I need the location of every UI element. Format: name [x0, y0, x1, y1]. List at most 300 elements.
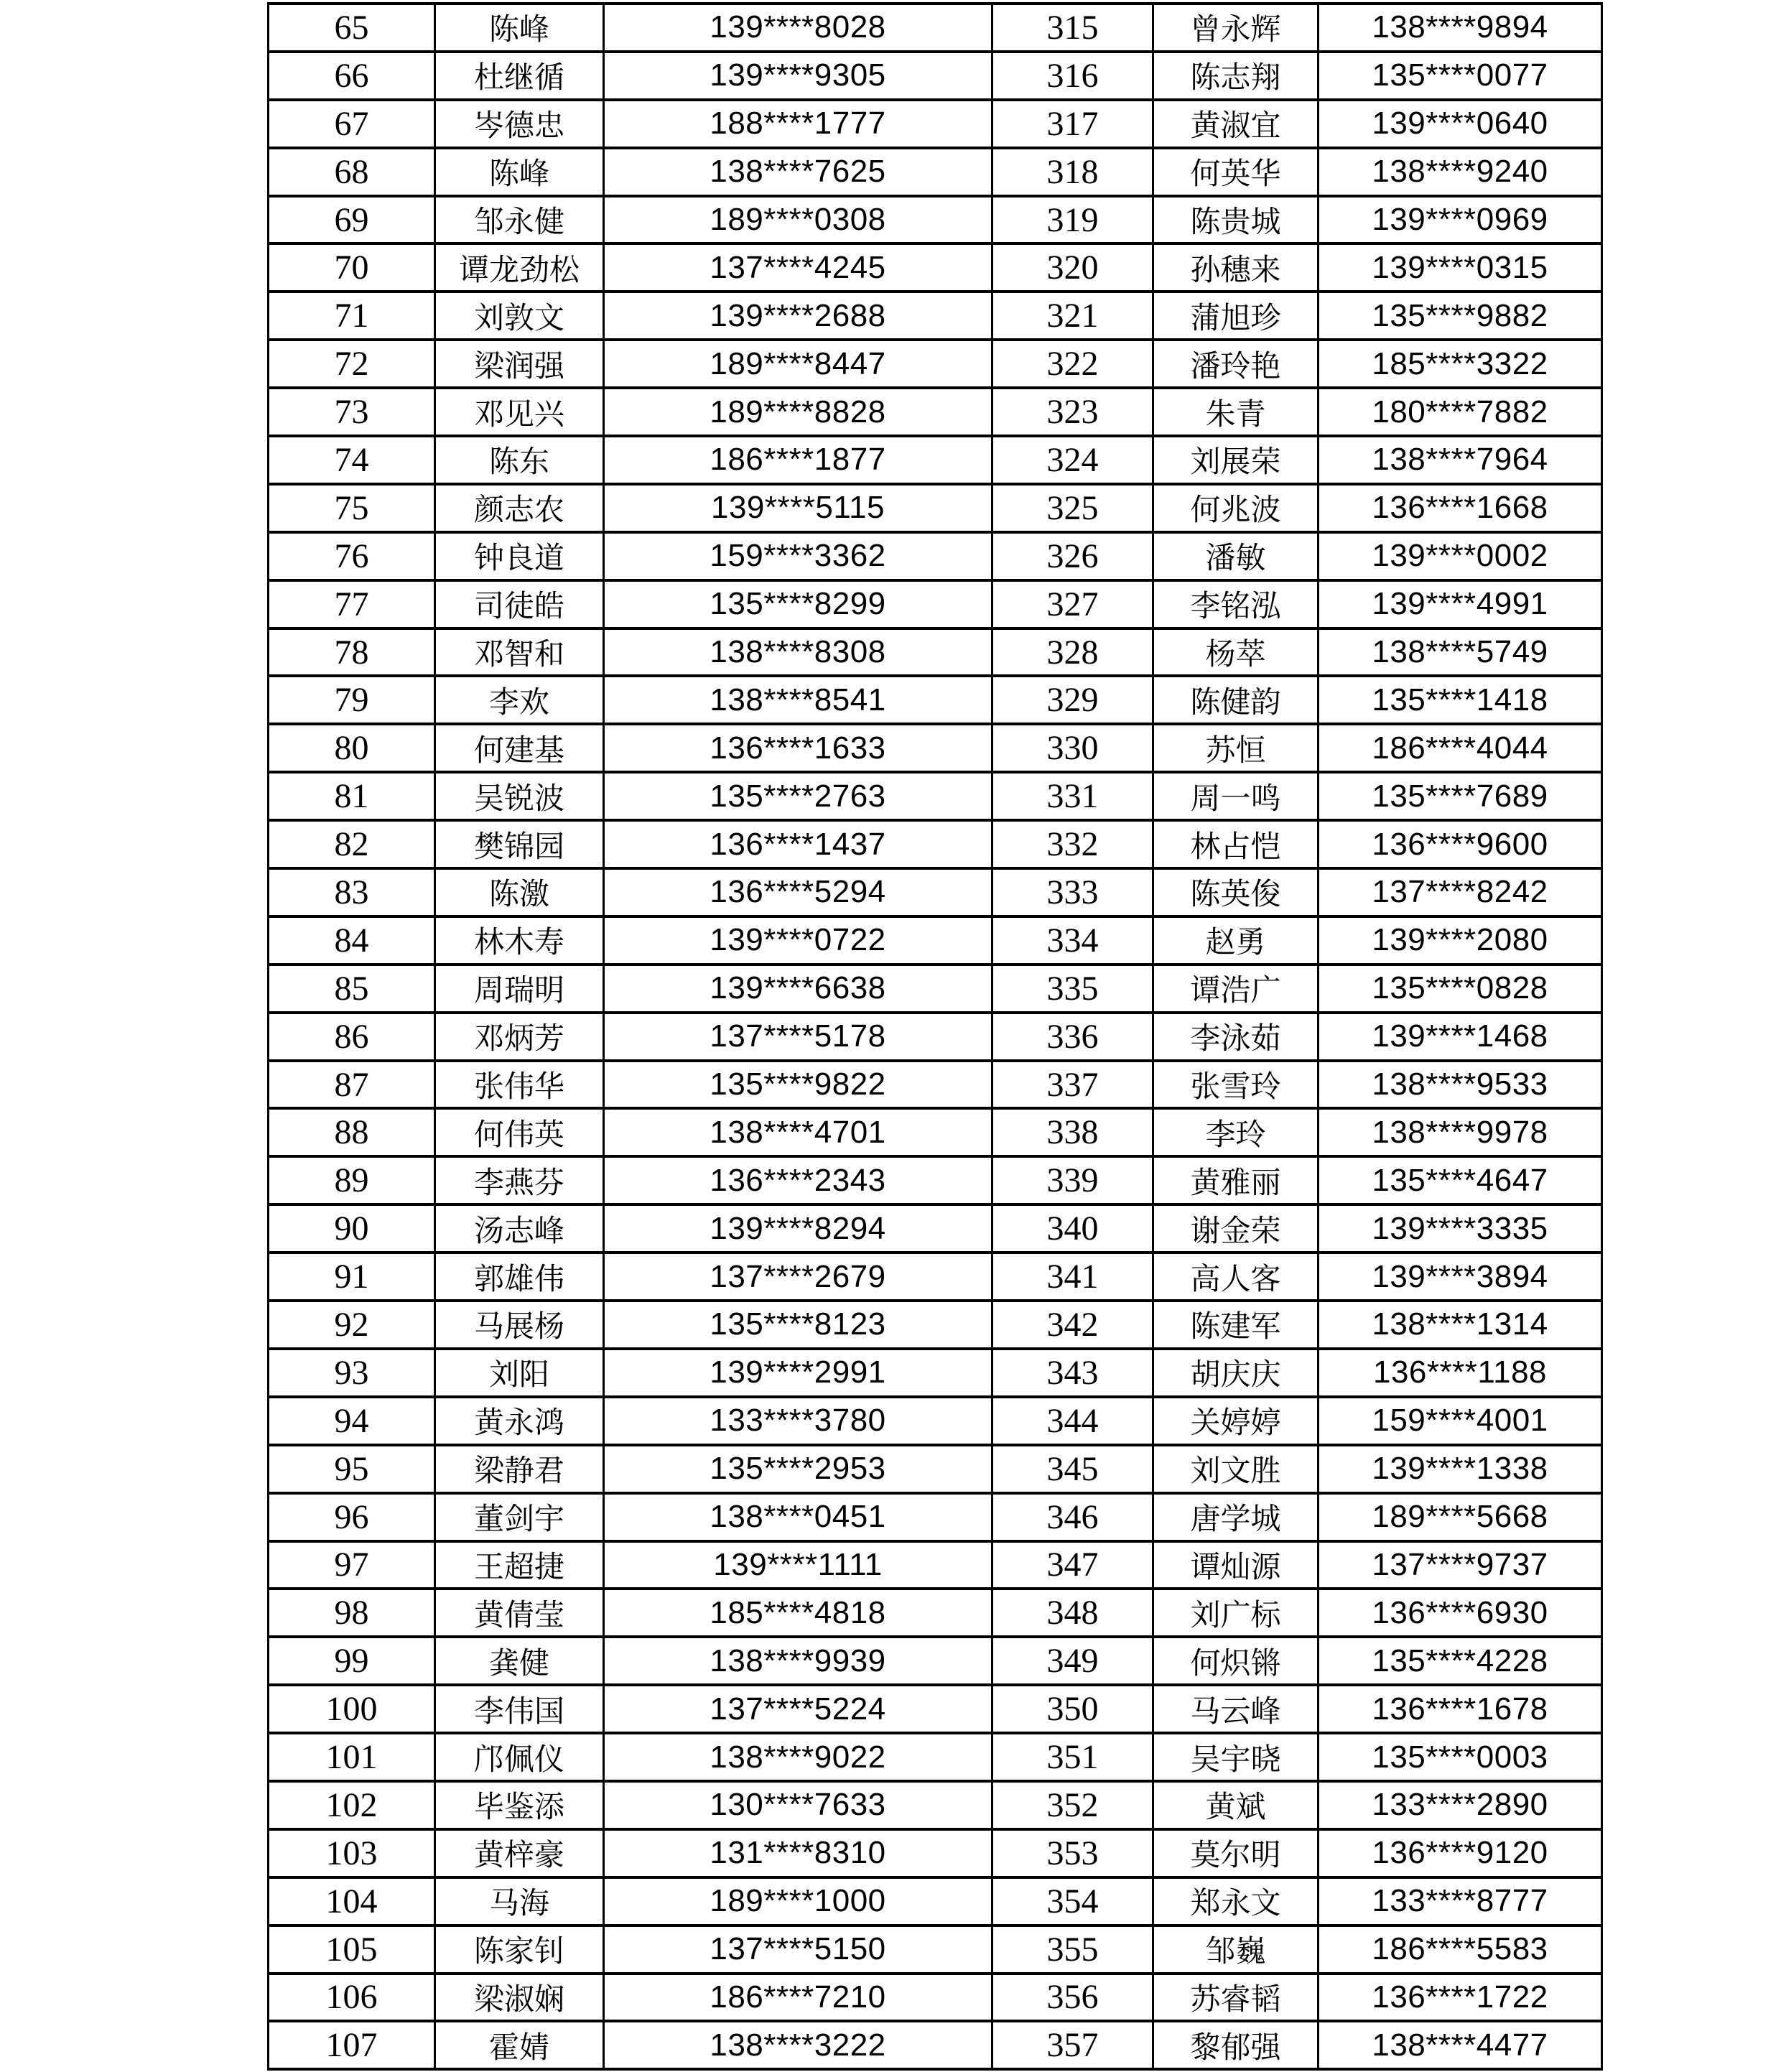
row-number-cell: 330	[992, 724, 1153, 772]
phone-cell: 189****8828	[604, 388, 992, 436]
phone-cell: 139****1338	[1319, 1445, 1602, 1493]
phone-cell: 136****1678	[1319, 1685, 1602, 1733]
name-cell: 邹永健	[435, 196, 604, 244]
row-number-cell: 89	[269, 1156, 435, 1204]
table-row	[269, 1733, 1602, 1781]
name-cell: 潘敏	[1153, 532, 1319, 580]
phone-cell: 135****0828	[1319, 965, 1602, 1013]
name-cell: 高人客	[1153, 1253, 1319, 1301]
row-number-cell: 78	[269, 628, 435, 677]
row-number-cell: 317	[992, 100, 1153, 148]
name-cell: 杜继循	[435, 52, 604, 100]
row-number-cell: 102	[269, 1781, 435, 1829]
row-number-cell: 333	[992, 868, 1153, 916]
row-number-cell: 81	[269, 772, 435, 820]
table-row	[269, 1781, 1602, 1829]
row-number-cell: 106	[269, 1974, 435, 2022]
row-number-cell: 97	[269, 1541, 435, 1589]
table-row	[269, 1013, 1602, 1061]
table-row	[269, 772, 1602, 820]
phone-cell: 138****5749	[1319, 628, 1602, 677]
row-number-cell: 69	[269, 196, 435, 244]
name-cell: 吴锐波	[435, 772, 604, 820]
row-number-cell: 325	[992, 484, 1153, 532]
name-cell: 谭龙劲松	[435, 243, 604, 292]
table-row	[269, 4, 1602, 52]
row-number-cell: 337	[992, 1061, 1153, 1109]
name-cell: 刘展荣	[1153, 436, 1319, 484]
table-row	[269, 484, 1602, 532]
phone-cell: 139****3335	[1319, 1204, 1602, 1253]
row-number-cell: 353	[992, 1829, 1153, 1877]
name-cell: 蒲旭珍	[1153, 292, 1319, 340]
phone-cell: 137****9737	[1319, 1541, 1602, 1589]
phone-cell: 136****9120	[1319, 1829, 1602, 1877]
row-number-cell: 71	[269, 292, 435, 340]
table-row	[269, 1204, 1602, 1253]
phone-cell: 136****2343	[604, 1156, 992, 1204]
phone-cell: 136****6930	[1319, 1589, 1602, 1637]
table-row	[269, 1156, 1602, 1204]
row-number-cell: 103	[269, 1829, 435, 1877]
row-number-cell: 346	[992, 1493, 1153, 1541]
phone-cell: 139****0969	[1319, 196, 1602, 244]
phone-cell: 186****5583	[1319, 1925, 1602, 1974]
table-row	[269, 1301, 1602, 1349]
row-number-cell: 328	[992, 628, 1153, 677]
table-row	[269, 628, 1602, 677]
table-row	[269, 1637, 1602, 1685]
row-number-cell: 100	[269, 1685, 435, 1733]
row-number-cell: 340	[992, 1204, 1153, 1253]
phone-cell: 136****1437	[604, 820, 992, 868]
name-cell: 龚健	[435, 1637, 604, 1685]
name-cell: 李伟国	[435, 1685, 604, 1733]
name-cell: 周一鸣	[1153, 772, 1319, 820]
name-cell: 陈英俊	[1153, 868, 1319, 916]
row-number-cell: 356	[992, 1974, 1153, 2022]
table-row	[269, 292, 1602, 340]
phone-cell: 138****9939	[604, 1637, 992, 1685]
roster-body	[269, 4, 1602, 2069]
row-number-cell: 334	[992, 916, 1153, 965]
name-cell: 胡庆庆	[1153, 1349, 1319, 1397]
name-cell: 陈建军	[1153, 1301, 1319, 1349]
row-number-cell: 335	[992, 965, 1153, 1013]
table-row	[269, 1349, 1602, 1397]
row-number-cell: 83	[269, 868, 435, 916]
name-cell: 莫尔明	[1153, 1829, 1319, 1877]
row-number-cell: 351	[992, 1733, 1153, 1781]
name-cell: 邓智和	[435, 628, 604, 677]
row-number-cell: 82	[269, 820, 435, 868]
name-cell: 何英华	[1153, 148, 1319, 196]
phone-cell: 180****7882	[1319, 388, 1602, 436]
name-cell: 陈峰	[435, 148, 604, 196]
phone-cell: 135****2953	[604, 1445, 992, 1493]
row-number-cell: 101	[269, 1733, 435, 1781]
name-cell: 黄雅丽	[1153, 1156, 1319, 1204]
table-row	[269, 676, 1602, 724]
row-number-cell: 350	[992, 1685, 1153, 1733]
row-number-cell: 342	[992, 1301, 1153, 1349]
row-number-cell: 343	[992, 1349, 1153, 1397]
phone-cell: 137****8242	[1319, 868, 1602, 916]
phone-cell: 138****9894	[1319, 4, 1602, 52]
phone-cell: 159****4001	[1319, 1397, 1602, 1445]
row-number-cell: 99	[269, 1637, 435, 1685]
table-row	[269, 148, 1602, 196]
row-number-cell: 73	[269, 388, 435, 436]
name-cell: 马展杨	[435, 1301, 604, 1349]
name-cell: 钟良道	[435, 532, 604, 580]
table-row	[269, 1061, 1602, 1109]
phone-cell: 136****9600	[1319, 820, 1602, 868]
phone-cell: 137****2679	[604, 1253, 992, 1301]
name-cell: 朱青	[1153, 388, 1319, 436]
row-number-cell: 354	[992, 1877, 1153, 1925]
phone-cell: 189****1000	[604, 1877, 992, 1925]
phone-cell: 136****1188	[1319, 1349, 1602, 1397]
phone-cell: 139****2688	[604, 292, 992, 340]
phone-cell: 133****8777	[1319, 1877, 1602, 1925]
row-number-cell: 84	[269, 916, 435, 965]
table-row	[269, 100, 1602, 148]
name-cell: 潘玲艳	[1153, 340, 1319, 388]
name-cell: 黎郁强	[1153, 2021, 1319, 2069]
phone-cell: 137****4245	[604, 243, 992, 292]
name-cell: 李玲	[1153, 1108, 1319, 1156]
name-cell: 毕鉴添	[435, 1781, 604, 1829]
name-cell: 谢金荣	[1153, 1204, 1319, 1253]
row-number-cell: 338	[992, 1108, 1153, 1156]
name-cell: 林木寿	[435, 916, 604, 965]
name-cell: 邓炳芳	[435, 1013, 604, 1061]
phone-cell: 189****8447	[604, 340, 992, 388]
row-number-cell: 104	[269, 1877, 435, 1925]
phone-cell: 135****8123	[604, 1301, 992, 1349]
name-cell: 杨萃	[1153, 628, 1319, 677]
table-row	[269, 196, 1602, 244]
name-cell: 张伟华	[435, 1061, 604, 1109]
phone-cell: 135****9822	[604, 1061, 992, 1109]
phone-cell: 186****4044	[1319, 724, 1602, 772]
row-number-cell: 93	[269, 1349, 435, 1397]
name-cell: 邹巍	[1153, 1925, 1319, 1974]
table-row	[269, 1253, 1602, 1301]
row-number-cell: 95	[269, 1445, 435, 1493]
name-cell: 何炽锵	[1153, 1637, 1319, 1685]
phone-cell: 139****6638	[604, 965, 992, 1013]
name-cell: 李铭泓	[1153, 580, 1319, 628]
row-number-cell: 68	[269, 148, 435, 196]
row-number-cell: 66	[269, 52, 435, 100]
name-cell: 吴宇晓	[1153, 1733, 1319, 1781]
row-number-cell: 316	[992, 52, 1153, 100]
name-cell: 黄淑宜	[1153, 100, 1319, 148]
table-row	[269, 868, 1602, 916]
table-row	[269, 1589, 1602, 1637]
table-row	[269, 388, 1602, 436]
name-cell: 马海	[435, 1877, 604, 1925]
phone-cell: 135****0003	[1319, 1733, 1602, 1781]
row-number-cell: 86	[269, 1013, 435, 1061]
row-number-cell: 105	[269, 1925, 435, 1974]
row-number-cell: 329	[992, 676, 1153, 724]
phone-cell: 189****5668	[1319, 1493, 1602, 1541]
phone-cell: 133****3780	[604, 1397, 992, 1445]
name-cell: 黄永鸿	[435, 1397, 604, 1445]
name-cell: 陈激	[435, 868, 604, 916]
name-cell: 司徒皓	[435, 580, 604, 628]
row-number-cell: 345	[992, 1445, 1153, 1493]
phone-cell: 139****3894	[1319, 1253, 1602, 1301]
phone-cell: 136****1668	[1319, 484, 1602, 532]
phone-cell: 139****8294	[604, 1204, 992, 1253]
phone-cell: 137****5224	[604, 1685, 992, 1733]
phone-cell: 136****1722	[1319, 1974, 1602, 2022]
phone-cell: 159****3362	[604, 532, 992, 580]
phone-cell: 139****9305	[604, 52, 992, 100]
phone-cell: 139****0640	[1319, 100, 1602, 148]
table-row	[269, 1397, 1602, 1445]
phone-cell: 189****0308	[604, 196, 992, 244]
name-cell: 王超捷	[435, 1541, 604, 1589]
table-row	[269, 580, 1602, 628]
row-number-cell: 65	[269, 4, 435, 52]
phone-cell: 139****4991	[1319, 580, 1602, 628]
row-number-cell: 319	[992, 196, 1153, 244]
table-row	[269, 1541, 1602, 1589]
table-row	[269, 916, 1602, 965]
phone-cell: 138****4701	[604, 1108, 992, 1156]
row-number-cell: 320	[992, 243, 1153, 292]
name-cell: 梁淑娴	[435, 1974, 604, 2022]
row-number-cell: 326	[992, 532, 1153, 580]
name-cell: 岑德忠	[435, 100, 604, 148]
phone-cell: 136****5294	[604, 868, 992, 916]
row-number-cell: 94	[269, 1397, 435, 1445]
row-number-cell: 88	[269, 1108, 435, 1156]
name-cell: 唐学城	[1153, 1493, 1319, 1541]
row-number-cell: 80	[269, 724, 435, 772]
phone-cell: 135****7689	[1319, 772, 1602, 820]
name-cell: 马云峰	[1153, 1685, 1319, 1733]
table-row	[269, 532, 1602, 580]
name-cell: 刘文胜	[1153, 1445, 1319, 1493]
name-cell: 李泳茹	[1153, 1013, 1319, 1061]
name-cell: 汤志峰	[435, 1204, 604, 1253]
name-cell: 邝佩仪	[435, 1733, 604, 1781]
table-row	[269, 1685, 1602, 1733]
phone-cell: 139****5115	[604, 484, 992, 532]
row-number-cell: 70	[269, 243, 435, 292]
phone-cell: 138****7964	[1319, 436, 1602, 484]
row-number-cell: 77	[269, 580, 435, 628]
row-number-cell: 327	[992, 580, 1153, 628]
phone-cell: 138****4477	[1319, 2021, 1602, 2069]
row-number-cell: 348	[992, 1589, 1153, 1637]
row-number-cell: 85	[269, 965, 435, 1013]
phone-cell: 130****7633	[604, 1781, 992, 1829]
name-cell: 樊锦园	[435, 820, 604, 868]
name-cell: 何建基	[435, 724, 604, 772]
phone-cell: 135****0077	[1319, 52, 1602, 100]
phone-cell: 139****1468	[1319, 1013, 1602, 1061]
table-row	[269, 1877, 1602, 1925]
phone-cell: 137****5150	[604, 1925, 992, 1974]
table-row	[269, 1108, 1602, 1156]
row-number-cell: 91	[269, 1253, 435, 1301]
name-cell: 谭灿源	[1153, 1541, 1319, 1589]
row-number-cell: 321	[992, 292, 1153, 340]
table-row	[269, 243, 1602, 292]
row-number-cell: 98	[269, 1589, 435, 1637]
row-number-cell: 72	[269, 340, 435, 388]
row-number-cell: 341	[992, 1253, 1153, 1301]
phone-cell: 139****1111	[604, 1541, 992, 1589]
name-cell: 李欢	[435, 676, 604, 724]
row-number-cell: 355	[992, 1925, 1153, 1974]
phone-cell: 135****2763	[604, 772, 992, 820]
name-cell: 颜志农	[435, 484, 604, 532]
table-row	[269, 724, 1602, 772]
row-number-cell: 352	[992, 1781, 1153, 1829]
phone-cell: 135****4647	[1319, 1156, 1602, 1204]
name-cell: 曾永辉	[1153, 4, 1319, 52]
name-cell: 霍婧	[435, 2021, 604, 2069]
phone-cell: 186****7210	[604, 1974, 992, 2022]
phone-cell: 137****5178	[604, 1013, 992, 1061]
table-row	[269, 1925, 1602, 1974]
name-cell: 郑永文	[1153, 1877, 1319, 1925]
table-row	[269, 1974, 1602, 2022]
name-cell: 孙穗来	[1153, 243, 1319, 292]
row-number-cell: 339	[992, 1156, 1153, 1204]
phone-roster-table	[267, 2, 1603, 2071]
phone-cell: 138****7625	[604, 148, 992, 196]
phone-cell: 138****3222	[604, 2021, 992, 2069]
row-number-cell: 357	[992, 2021, 1153, 2069]
phone-cell: 135****8299	[604, 580, 992, 628]
table-row	[269, 340, 1602, 388]
row-number-cell: 332	[992, 820, 1153, 868]
phone-cell: 138****9978	[1319, 1108, 1602, 1156]
row-number-cell: 87	[269, 1061, 435, 1109]
row-number-cell: 323	[992, 388, 1153, 436]
table-row	[269, 1493, 1602, 1541]
phone-cell: 131****8310	[604, 1829, 992, 1877]
name-cell: 郭雄伟	[435, 1253, 604, 1301]
name-cell: 董剑宇	[435, 1493, 604, 1541]
table-row	[269, 965, 1602, 1013]
row-number-cell: 67	[269, 100, 435, 148]
name-cell: 关婷婷	[1153, 1397, 1319, 1445]
row-number-cell: 322	[992, 340, 1153, 388]
phone-cell: 186****1877	[604, 436, 992, 484]
phone-cell: 138****0451	[604, 1493, 992, 1541]
phone-cell: 138****8541	[604, 676, 992, 724]
name-cell: 何伟英	[435, 1108, 604, 1156]
table-row	[269, 1829, 1602, 1877]
row-number-cell: 107	[269, 2021, 435, 2069]
phone-cell: 139****8028	[604, 4, 992, 52]
name-cell: 陈志翔	[1153, 52, 1319, 100]
row-number-cell: 344	[992, 1397, 1153, 1445]
name-cell: 陈东	[435, 436, 604, 484]
name-cell: 陈峰	[435, 4, 604, 52]
name-cell: 谭浩广	[1153, 965, 1319, 1013]
phone-cell: 138****8308	[604, 628, 992, 677]
name-cell: 刘阳	[435, 1349, 604, 1397]
name-cell: 陈贵城	[1153, 196, 1319, 244]
name-cell: 陈家钊	[435, 1925, 604, 1974]
name-cell: 陈健韵	[1153, 676, 1319, 724]
phone-cell: 138****9240	[1319, 148, 1602, 196]
row-number-cell: 349	[992, 1637, 1153, 1685]
row-number-cell: 324	[992, 436, 1153, 484]
row-number-cell: 90	[269, 1204, 435, 1253]
row-number-cell: 315	[992, 4, 1153, 52]
row-number-cell: 318	[992, 148, 1153, 196]
name-cell: 苏恒	[1153, 724, 1319, 772]
name-cell: 周瑞明	[435, 965, 604, 1013]
row-number-cell: 336	[992, 1013, 1153, 1061]
table-row	[269, 2021, 1602, 2069]
name-cell: 林占恺	[1153, 820, 1319, 868]
row-number-cell: 75	[269, 484, 435, 532]
phone-cell: 139****2080	[1319, 916, 1602, 965]
phone-cell: 136****1633	[604, 724, 992, 772]
phone-cell: 138****1314	[1319, 1301, 1602, 1349]
phone-cell: 139****0315	[1319, 243, 1602, 292]
phone-cell: 188****1777	[604, 100, 992, 148]
name-cell: 刘敦文	[435, 292, 604, 340]
table-row	[269, 820, 1602, 868]
name-cell: 黄梓豪	[435, 1829, 604, 1877]
name-cell: 李燕芬	[435, 1156, 604, 1204]
phone-cell: 139****0722	[604, 916, 992, 965]
row-number-cell: 347	[992, 1541, 1153, 1589]
phone-cell: 185****4818	[604, 1589, 992, 1637]
row-number-cell: 331	[992, 772, 1153, 820]
row-number-cell: 96	[269, 1493, 435, 1541]
phone-cell: 139****0002	[1319, 532, 1602, 580]
name-cell: 邓见兴	[435, 388, 604, 436]
name-cell: 黄斌	[1153, 1781, 1319, 1829]
phone-cell: 135****4228	[1319, 1637, 1602, 1685]
name-cell: 梁润强	[435, 340, 604, 388]
name-cell: 赵勇	[1153, 916, 1319, 965]
name-cell: 刘广标	[1153, 1589, 1319, 1637]
name-cell: 张雪玲	[1153, 1061, 1319, 1109]
phone-cell: 138****9533	[1319, 1061, 1602, 1109]
phone-cell: 133****2890	[1319, 1781, 1602, 1829]
phone-cell: 139****2991	[604, 1349, 992, 1397]
name-cell: 何兆波	[1153, 484, 1319, 532]
row-number-cell: 79	[269, 676, 435, 724]
table-row	[269, 1445, 1602, 1493]
row-number-cell: 76	[269, 532, 435, 580]
phone-cell: 138****9022	[604, 1733, 992, 1781]
phone-cell: 185****3322	[1319, 340, 1602, 388]
name-cell: 黄倩莹	[435, 1589, 604, 1637]
row-number-cell: 74	[269, 436, 435, 484]
row-number-cell: 92	[269, 1301, 435, 1349]
table-row	[269, 52, 1602, 100]
table-row	[269, 436, 1602, 484]
name-cell: 苏睿韬	[1153, 1974, 1319, 2022]
